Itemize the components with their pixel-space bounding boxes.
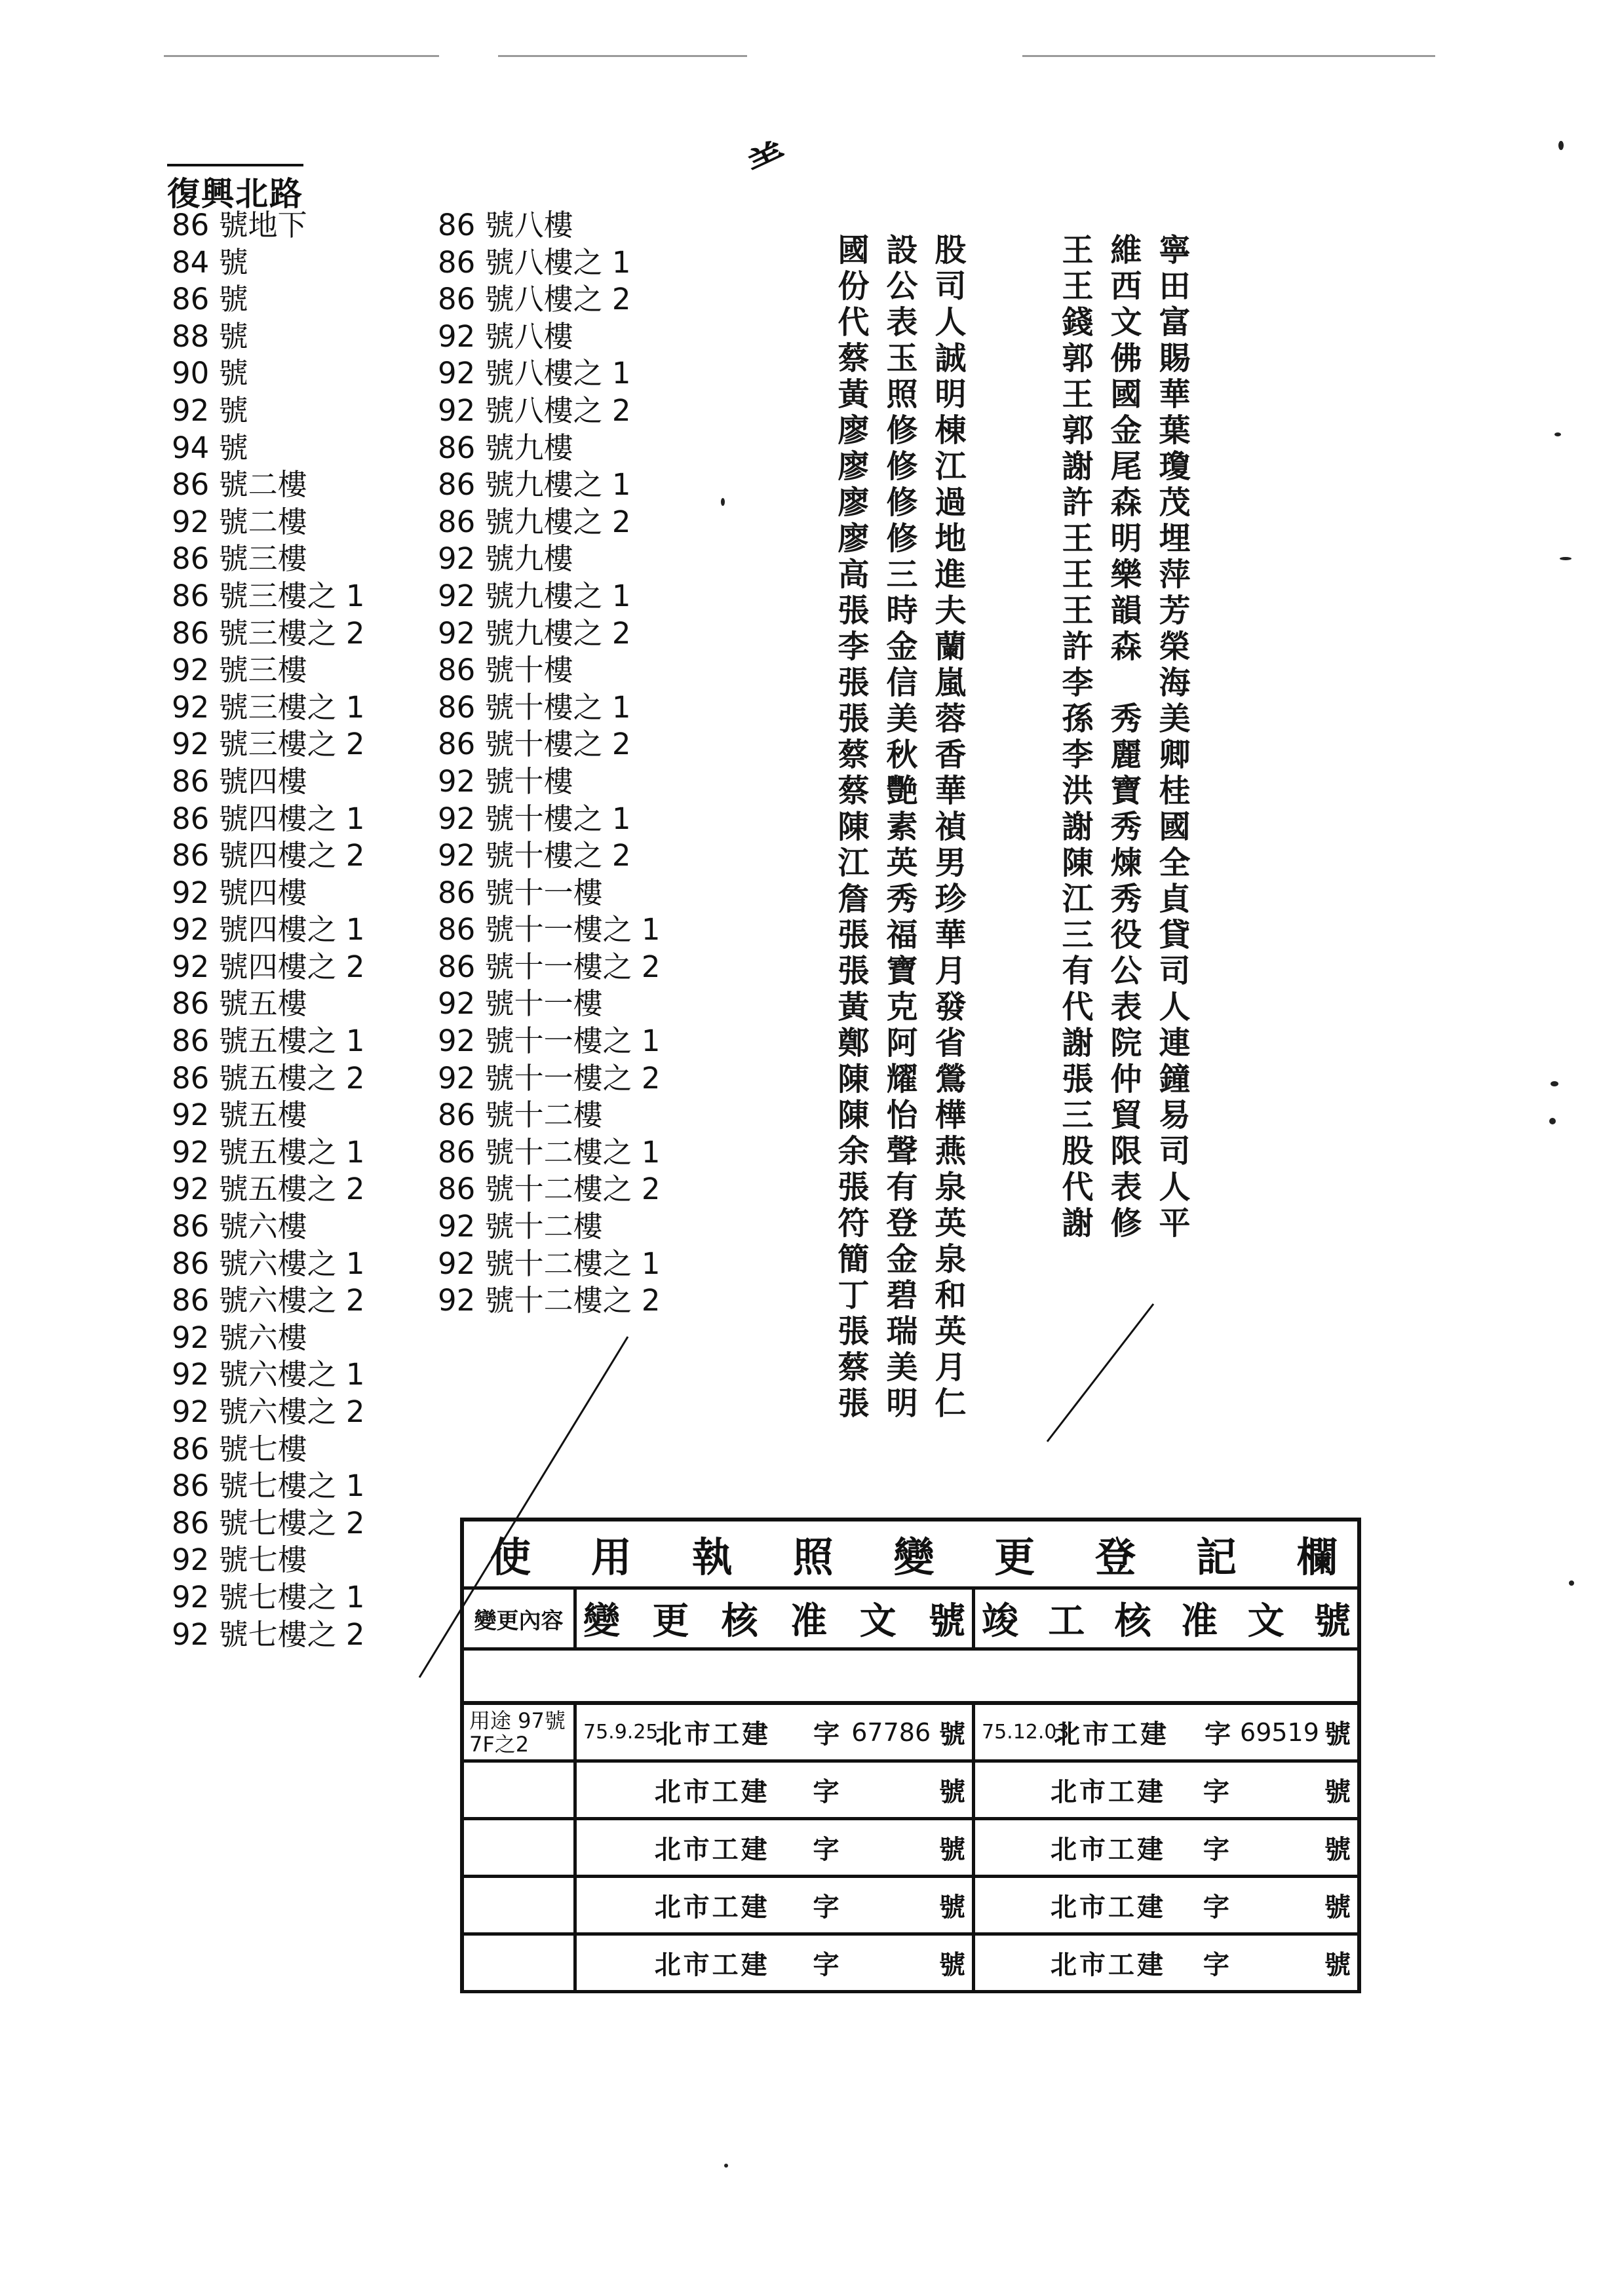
approval-office: 北市工建 [655, 1719, 771, 1750]
row-change-content [464, 1878, 577, 1932]
row-change-approval-cell [577, 1878, 975, 1932]
approval-office: 北市工建 [654, 1892, 770, 1923]
table-title-char: 用 [590, 1533, 632, 1581]
owner-name-column: 國份代蔡黃廖廖廖廖高張李張張蔡蔡陳江詹張張黃鄭陳陳余張符簡丁張蔡張 [832, 233, 869, 1423]
approval-hao-char: 號 [938, 1949, 965, 1980]
owner-name-column: 王王錢郭王郭謝許王王王許李孫李洪謝陳江三有代謝張三股代謝 [1056, 233, 1093, 1242]
address-entry: 92 號十二樓之 2 [438, 1283, 661, 1318]
address-entry: 86 號五樓之 1 [172, 1024, 365, 1059]
approval-hao-char: 號 [938, 1892, 965, 1923]
approval-zi-char: 字 [1203, 1776, 1229, 1807]
row-completion-approval-cell [975, 1878, 1357, 1932]
approval-office: 北市工建 [1050, 1949, 1166, 1980]
table-row [460, 1820, 1361, 1878]
address-entry: 86 號四樓之 2 [172, 838, 365, 873]
address-entry: 92 號十樓 [438, 763, 573, 799]
address-entry: 86 號十樓之 2 [438, 727, 631, 762]
address-entry: 92 號十樓之 2 [438, 838, 631, 873]
approval-zi-char: 字 [813, 1834, 839, 1865]
address-entry: 92 號七樓 [172, 1542, 307, 1578]
table-title-char: 照 [792, 1533, 834, 1581]
address-entry: 86 號十二樓之 1 [438, 1134, 661, 1170]
address-entry: 86 號十樓 [438, 653, 573, 688]
address-entry: 86 號 [172, 282, 248, 317]
address-entry: 86 號十一樓之 1 [438, 912, 661, 947]
address-entry: 86 號七樓之 1 [172, 1468, 365, 1504]
table-title-char: 使 [490, 1533, 531, 1581]
approval-hao-char: 號 [1324, 1719, 1351, 1750]
row-approval-fields [583, 1763, 965, 1817]
address-entry: 88 號 [172, 318, 248, 354]
approval-hao-char: 號 [1324, 1834, 1351, 1865]
approval-date: 75.9.25 [583, 1721, 659, 1744]
address-entry: 92 號九樓之 1 [438, 578, 631, 613]
address-entry: 86 號四樓 [172, 763, 307, 799]
owner-name-column: 寧田富賜華葉瓊茂埋萍芳榮海美卿桂國全貞貸司人連鐘易司人平 [1153, 233, 1190, 1242]
approval-zi-char: 字 [813, 1892, 839, 1923]
header-char: 工 [1048, 1599, 1085, 1643]
header-char: 號 [928, 1599, 965, 1643]
address-entry: 92 號十一樓之 2 [438, 1060, 661, 1096]
address-entry: 92 號八樓之 2 [438, 392, 631, 428]
usage-license-change-table [460, 1518, 1361, 1705]
address-entry: 92 號五樓 [172, 1098, 307, 1133]
address-entry: 92 號十樓之 1 [438, 801, 631, 836]
table-row [460, 1763, 1361, 1820]
row-change-approval-cell [577, 1705, 975, 1759]
pointer-line [1047, 1304, 1153, 1442]
approval-office: 北市工建 [1054, 1719, 1169, 1750]
header-char: 變 [583, 1599, 620, 1643]
address-entry: 92 號六樓之 2 [172, 1394, 365, 1429]
address-entry: 86 號十二樓之 2 [438, 1172, 661, 1207]
owner-name-column: 設公表玉照修修修修三時金信美秋艷素英秀福寶克阿耀怡聲有登金碧瑞美明 [881, 233, 917, 1423]
address-entry: 90 號 [172, 356, 248, 391]
address-entry: 92 號六樓之 1 [172, 1357, 365, 1392]
header-completion-approval-no [975, 1590, 1357, 1647]
owner-name-column: 維西文佛國金尾森明樂韻森 秀麗寶秀煉秀役公表院仲貿限表修 [1105, 233, 1142, 1242]
table-title-char: 欄 [1296, 1533, 1338, 1581]
approval-zi-char: 字 [1203, 1949, 1229, 1980]
address-entry: 86 號五樓 [172, 986, 307, 1022]
approval-hao-char: 號 [1324, 1949, 1351, 1980]
address-entry: 86 號八樓之 2 [438, 282, 631, 317]
address-entry: 92 號八樓之 1 [438, 356, 631, 391]
row-approval-fields [583, 1705, 965, 1759]
header-char: 號 [1313, 1599, 1351, 1643]
approval-office: 北市工建 [654, 1949, 770, 1980]
row-completion-approval-cell [975, 1763, 1357, 1817]
table-title-char: 登 [1095, 1533, 1136, 1581]
address-entry: 86 號四樓之 1 [172, 801, 365, 836]
address-entry: 92 號三樓之 1 [172, 689, 365, 725]
row-change-approval-cell [577, 1936, 975, 1990]
header-char: 准 [790, 1599, 828, 1643]
address-entry: 92 號四樓之 2 [172, 949, 365, 984]
address-entry: 92 號五樓之 2 [172, 1172, 365, 1207]
table-title-char: 記 [1196, 1533, 1237, 1581]
header-char: 更 [652, 1599, 689, 1643]
address-entry: 86 號七樓之 2 [172, 1505, 365, 1540]
address-entry: 86 號三樓 [172, 541, 307, 577]
table-title-char: 執 [691, 1533, 733, 1581]
row-completion-approval-cell [975, 1705, 1357, 1759]
approval-office: 北市工建 [654, 1834, 770, 1865]
row-approval-fields [982, 1878, 1351, 1932]
address-entry: 86 號五樓之 2 [172, 1060, 365, 1096]
header-char: 核 [1114, 1599, 1151, 1643]
row-change-content [464, 1763, 577, 1817]
approval-number: 67786 [851, 1717, 931, 1747]
header-char: 核 [721, 1599, 758, 1643]
row-approval-fields [982, 1936, 1351, 1990]
approval-hao-char: 號 [938, 1776, 965, 1807]
table-title [464, 1521, 1357, 1590]
approval-number: 69519 [1240, 1717, 1319, 1747]
row-approval-fields [583, 1820, 965, 1875]
address-entry: 92 號四樓之 1 [172, 912, 365, 947]
owner-name-column: 股司人誠明棟江過地進夫蘭嵐蓉香華禎男珍華月發省鶯樺燕泉英泉和英月仁 [929, 233, 966, 1423]
address-entry: 92 號十一樓之 1 [438, 1024, 661, 1059]
approval-zi-char: 字 [813, 1776, 839, 1807]
address-entry: 92 號六樓 [172, 1320, 307, 1355]
row-approval-fields [982, 1763, 1351, 1817]
row-approval-fields [982, 1820, 1351, 1875]
address-entry: 92 號七樓之 1 [172, 1579, 365, 1615]
address-entry: 86 號十二樓 [438, 1098, 603, 1133]
approval-zi-char: 字 [1205, 1719, 1231, 1750]
address-entry: 86 號八樓之 1 [438, 244, 631, 280]
table-row [460, 1936, 1361, 1993]
address-entry: 92 號九樓 [438, 541, 573, 577]
row-change-content [464, 1820, 577, 1875]
address-entry: 92 號七樓之 2 [172, 1617, 365, 1652]
address-entry: 92 號九樓之 2 [438, 615, 631, 651]
address-entry: 86 號十一樓 [438, 875, 603, 910]
address-entry: 86 號九樓之 2 [438, 504, 631, 539]
address-entry: 92 號二樓 [172, 504, 307, 539]
approval-zi-char: 字 [1203, 1834, 1229, 1865]
approval-hao-char: 號 [1324, 1776, 1351, 1807]
row-approval-fields [982, 1705, 1351, 1759]
address-entry: 86 號二樓 [172, 467, 307, 503]
address-entry: 84 號 [172, 244, 248, 280]
header-char: 竣 [982, 1599, 1018, 1643]
address-entry: 86 號九樓之 1 [438, 467, 631, 503]
address-entry: 92 號十二樓 [438, 1209, 603, 1244]
address-entry: 92 號三樓 [172, 653, 307, 688]
row-completion-approval-cell [975, 1820, 1357, 1875]
approval-zi-char: 字 [1203, 1892, 1229, 1923]
address-entry: 86 號九樓 [438, 430, 573, 465]
approval-office: 北市工建 [1050, 1834, 1166, 1865]
address-entry: 86 號三樓之 2 [172, 615, 365, 651]
address-entry: 86 號六樓之 2 [172, 1283, 365, 1318]
header-char: 文 [859, 1599, 897, 1643]
header-char: 准 [1181, 1599, 1218, 1643]
address-entry: 92 號十一樓 [438, 986, 603, 1022]
header-change-approval-no [577, 1590, 975, 1647]
handwritten-mark: ⺷ [741, 133, 796, 191]
row-change-approval-cell [577, 1763, 975, 1817]
table-title-char: 更 [994, 1533, 1035, 1581]
table-header-row [464, 1590, 1357, 1651]
table-title-char: 變 [893, 1533, 935, 1581]
header-change-content: 變更內容 [464, 1590, 577, 1647]
approval-hao-char: 號 [938, 1834, 965, 1865]
table-row [460, 1705, 1361, 1763]
approval-hao-char: 號 [939, 1719, 965, 1750]
approval-office: 北市工建 [1050, 1892, 1166, 1923]
address-entry: 92 號 [172, 392, 248, 428]
approval-office: 北市工建 [654, 1776, 770, 1807]
row-approval-fields [583, 1936, 965, 1990]
address-entry: 86 號十一樓之 2 [438, 949, 661, 984]
approval-office: 北市工建 [1050, 1776, 1166, 1807]
row-change-approval-cell [577, 1820, 975, 1875]
address-entry: 92 號五樓之 1 [172, 1134, 365, 1170]
address-entry: 86 號地下 [172, 208, 307, 242]
row-completion-approval-cell [975, 1936, 1357, 1990]
row-change-content: 用途 97號 7F之2 [464, 1705, 577, 1759]
header-char: 文 [1247, 1599, 1284, 1643]
row-change-content [464, 1936, 577, 1990]
address-entry: 86 號十樓之 1 [438, 689, 631, 725]
approval-date: 75.12.03 [982, 1721, 1070, 1744]
address-entry: 92 號三樓之 2 [172, 727, 365, 762]
approval-zi-char: 字 [813, 1949, 839, 1980]
address-entry: 86 號六樓 [172, 1209, 307, 1244]
address-entry: 94 號 [172, 430, 248, 465]
address-entry: 86 號六樓之 1 [172, 1246, 365, 1281]
address-street-header: 復興北路 [167, 164, 303, 215]
address-entry: 86 號八樓 [438, 208, 573, 242]
table-row [460, 1878, 1361, 1936]
address-entry: 92 號八樓 [438, 318, 573, 354]
address-entry: 92 號十二樓之 1 [438, 1246, 661, 1281]
address-entry: 92 號四樓 [172, 875, 307, 910]
row-approval-fields [583, 1878, 965, 1932]
approval-zi-char: 字 [813, 1719, 840, 1750]
address-entry: 86 號七樓 [172, 1431, 307, 1466]
address-entry: 86 號三樓之 1 [172, 578, 365, 613]
approval-hao-char: 號 [1324, 1892, 1351, 1923]
